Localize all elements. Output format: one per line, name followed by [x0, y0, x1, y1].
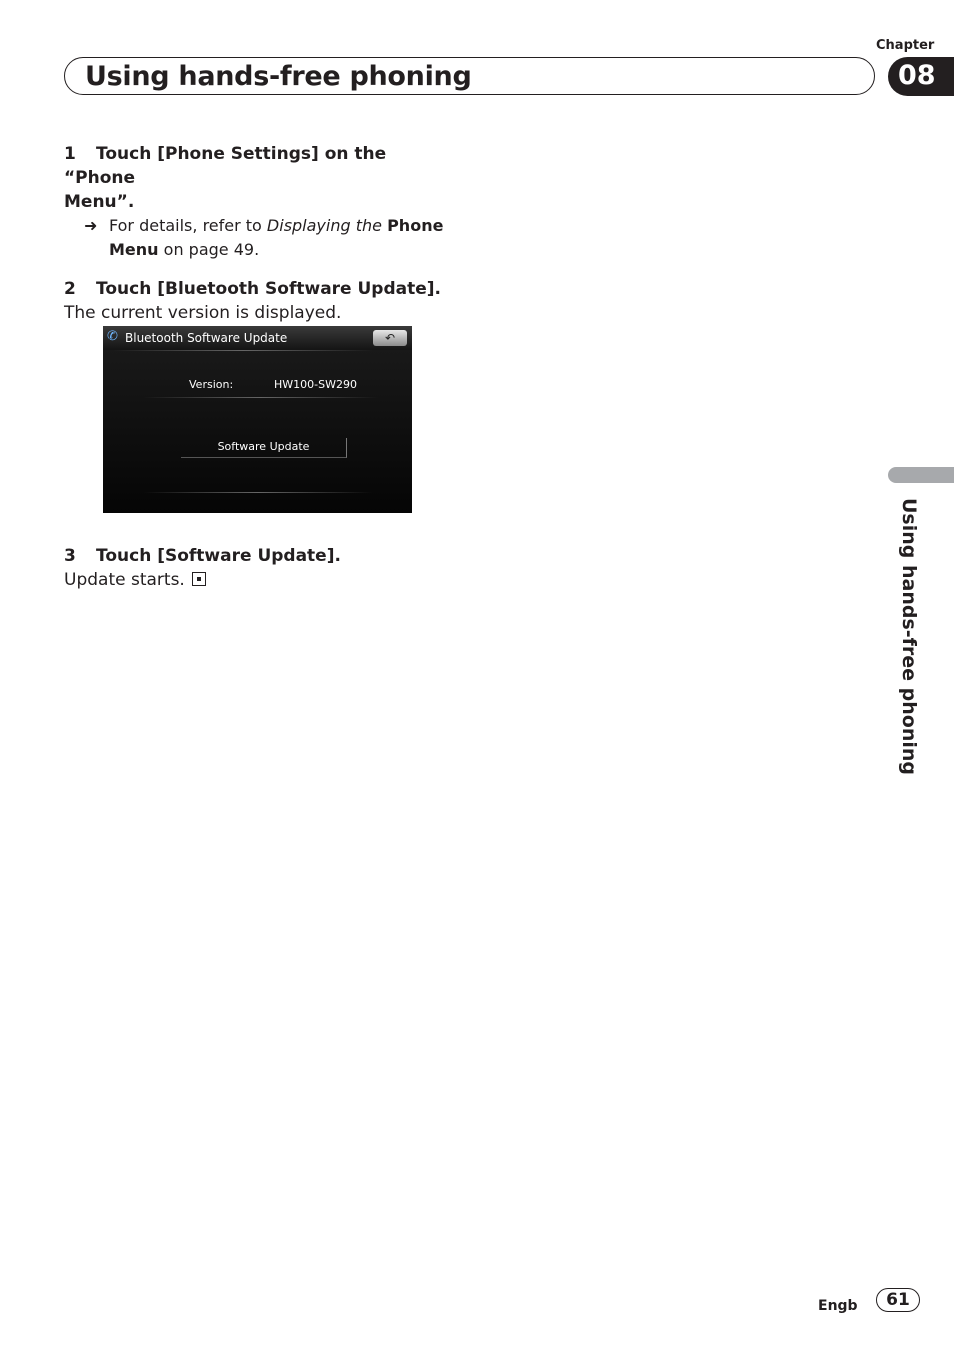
side-tab-label: Using hands-free phoning: [898, 498, 920, 776]
page-title: Using hands-free phoning: [85, 61, 472, 92]
divider: [143, 397, 378, 398]
bluetooth-phone-icon: ✆: [107, 329, 118, 344]
step-text: Touch [Phone Settings] on the “Phone: [64, 144, 387, 188]
software-update-label: Software Update: [217, 440, 310, 453]
step-3: [64, 544, 444, 568]
step-2-result: The current version is displayed.: [64, 303, 342, 323]
version-label: Version:: [189, 378, 234, 391]
step-number: 2: [64, 279, 76, 299]
step-text: Touch [Software Update].: [96, 546, 341, 566]
step-number: 3: [64, 546, 76, 566]
divider: [143, 492, 373, 493]
chapter-badge: [888, 57, 954, 96]
arrow-right-icon: ➜: [84, 216, 98, 235]
device-screenshot: [103, 326, 412, 513]
chapter-label: Chapter: [876, 38, 935, 53]
note-bold-2: Menu: [109, 240, 159, 259]
step-3-result: [64, 568, 444, 592]
note: [64, 214, 444, 262]
divider: [113, 350, 373, 351]
chapter-number: 08: [898, 60, 936, 91]
note-italic: Displaying the: [266, 216, 382, 235]
side-tab: [888, 467, 954, 483]
header-bar: [64, 57, 875, 95]
back-arrow-icon: ↶: [384, 331, 396, 345]
footer-language: Engb: [818, 1298, 858, 1314]
software-update-button[interactable]: [181, 438, 347, 458]
step-1: [64, 142, 444, 214]
note-bold-1: Phone: [387, 216, 444, 235]
step-3-result-text: Update starts.: [64, 570, 185, 590]
step-2: [64, 277, 444, 301]
step-number: 1: [64, 144, 76, 164]
step-3-block: [64, 544, 444, 592]
step-text-continued: Menu”.: [64, 192, 135, 212]
main-content: [64, 142, 444, 325]
screen-title: Bluetooth Software Update: [125, 331, 288, 345]
screen-title-bar: [103, 326, 412, 350]
version-value: HW100-SW290: [274, 378, 357, 391]
note-suffix: on page 49.: [158, 240, 260, 259]
back-button[interactable]: [373, 330, 407, 346]
step-text: Touch [Bluetooth Software Update].: [96, 279, 441, 299]
page-number: 61: [876, 1288, 920, 1312]
end-mark-icon: [192, 572, 206, 586]
note-prefix: For details, refer to: [109, 216, 267, 235]
